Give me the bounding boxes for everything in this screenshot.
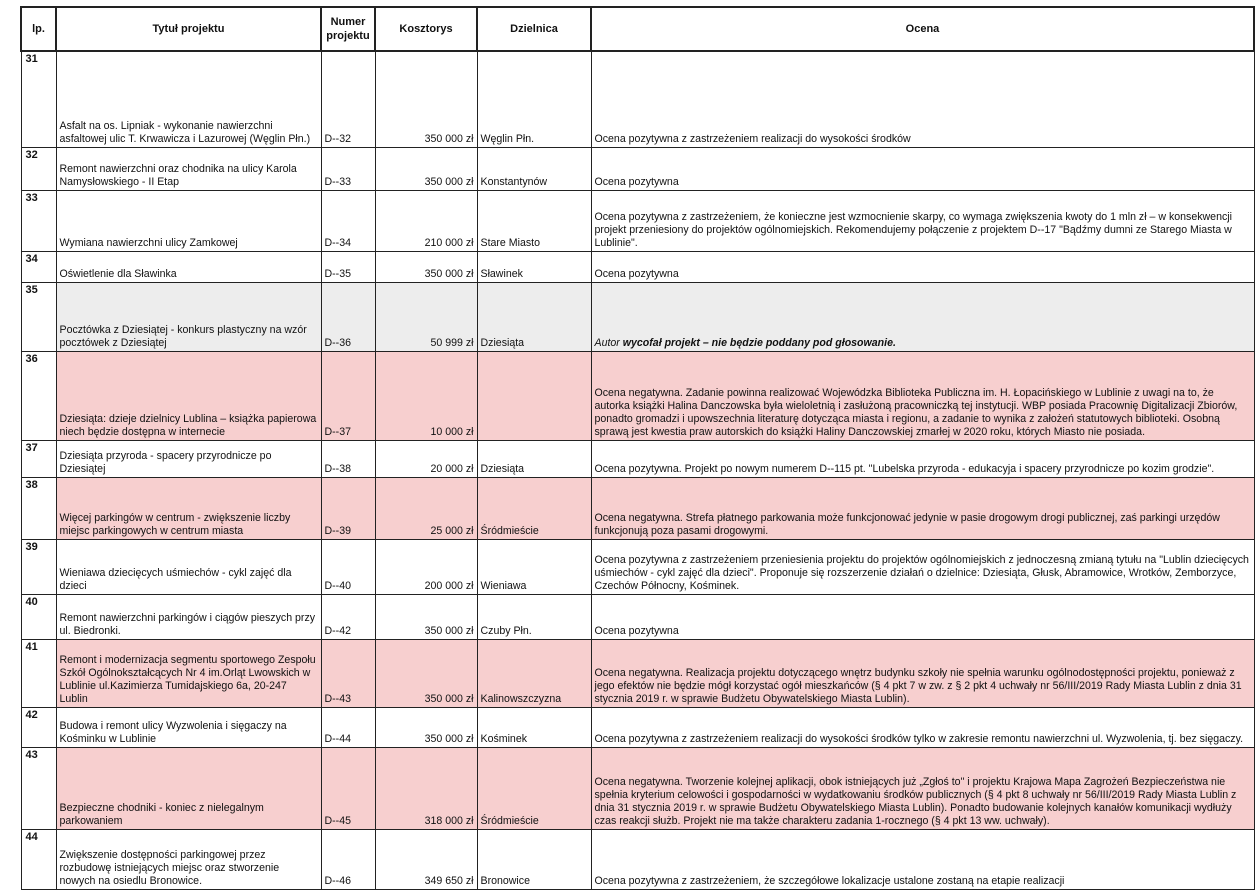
project-title: Budowa i remont ulicy Wyzwolenia i sięgaczy na Kośminku w Lublinie <box>56 707 321 747</box>
header-title: Tytuł projektu <box>56 7 321 51</box>
project-district: Wieniawa <box>477 539 591 594</box>
project-title: Więcej parkingów w centrum - zwiększenie liczby miejsc parkingowych w centrum miasta <box>56 477 321 539</box>
project-district: Bronowice <box>477 829 591 889</box>
header-cost: Kosztorys <box>375 7 477 51</box>
table-row <box>21 539 1254 594</box>
row-lp: 33 <box>21 190 56 251</box>
rating-prefix: Autor <box>594 336 620 349</box>
project-district: Sławinek <box>477 251 591 282</box>
project-title: Dziesiąta: dzieje dzielnicy Lublina – książka papierowa niech będzie dostępna w internecie <box>56 351 321 440</box>
project-cost: 200 000 zł <box>375 539 477 594</box>
table-header <box>21 7 1254 51</box>
project-cost: 318 000 zł <box>375 747 477 829</box>
row-lp: 37 <box>21 440 56 477</box>
projects-table <box>20 6 1255 890</box>
header-lp: lp. <box>21 7 56 51</box>
project-district: Stare Miasto <box>477 190 591 251</box>
table-row <box>21 351 1254 440</box>
project-rating: Ocena pozytywna <box>591 147 1254 190</box>
project-title: Remont nawierzchni oraz chodnika na ulicy Karola Namysłowskiego - II Etap <box>56 147 321 190</box>
row-lp: 31 <box>21 51 56 147</box>
project-number: D--36 <box>321 282 375 351</box>
row-lp: 43 <box>21 747 56 829</box>
table-row <box>21 829 1254 889</box>
table-row <box>21 477 1254 539</box>
project-number: D--38 <box>321 440 375 477</box>
table-row <box>21 639 1254 707</box>
project-number: D--37 <box>321 351 375 440</box>
project-number: D--39 <box>321 477 375 539</box>
project-rating: Ocena pozytywna z zastrzeżeniem realizacji do wysokości środków <box>591 51 1254 147</box>
table-row <box>21 282 1254 351</box>
project-rating: Ocena negatywna. Strefa płatnego parkowania może funkcjonować jedynie w pasie drogowym drogi publicznej, zaś parkingi urzędów funkcjonują poza pasami drogowymi. <box>591 477 1254 539</box>
project-title: Dziesiąta przyroda - spacery przyrodnicze po Dziesiątej <box>56 440 321 477</box>
table-row <box>21 51 1254 147</box>
row-lp: 35 <box>21 282 56 351</box>
project-number: D--35 <box>321 251 375 282</box>
project-cost: 350 000 zł <box>375 639 477 707</box>
project-district <box>477 351 591 440</box>
project-district: Dziesiąta <box>477 440 591 477</box>
project-number: D--46 <box>321 829 375 889</box>
project-district: Kalinowszczyzna <box>477 639 591 707</box>
project-number: D--42 <box>321 594 375 639</box>
table-row <box>21 747 1254 829</box>
project-district: Dziesiąta <box>477 282 591 351</box>
project-title: Remont i modernizacja segmentu sportowego Zespołu Szkół Ogólnokształcących Nr 4 im.Orląt Lwowskich w Lublinie ul.Kazimierza Tumidajskiego 6a, 20-247 Lublin <box>56 639 321 707</box>
project-cost: 350 000 zł <box>375 594 477 639</box>
row-lp: 34 <box>21 251 56 282</box>
project-title: Oświetlenie dla Sławinka <box>56 251 321 282</box>
table-row <box>21 707 1254 747</box>
row-lp: 39 <box>21 539 56 594</box>
project-cost: 50 999 zł <box>375 282 477 351</box>
table-row <box>21 440 1254 477</box>
project-cost: 210 000 zł <box>375 190 477 251</box>
project-title: Bezpieczne chodniki - koniec z nielegalnym parkowaniem <box>56 747 321 829</box>
row-lp: 44 <box>21 829 56 889</box>
project-rating: Ocena pozytywna <box>591 594 1254 639</box>
row-lp: 32 <box>21 147 56 190</box>
project-number: D--40 <box>321 539 375 594</box>
project-district: Węglin Płn. <box>477 51 591 147</box>
project-cost: 20 000 zł <box>375 440 477 477</box>
project-rating: Ocena pozytywna. Projekt po nowym numerem D--115 pt. "Lubelska przyroda - edukacyja i spacery przyrodnicze po kozim grodzie". <box>591 440 1254 477</box>
project-district: Konstantynów <box>477 147 591 190</box>
project-title: Zwiększenie dostępności parkingowej przez rozbudowę istniejących miejsc oraz stworzenie nowych na osiedlu Bronowice. <box>56 829 321 889</box>
project-rating: Ocena pozytywna <box>591 251 1254 282</box>
project-cost: 350 000 zł <box>375 51 477 147</box>
project-rating: Ocena negatywna. Zadanie powinna realizować Wojewódzka Biblioteka Publiczna im. H. Łopacińskiego w Lublinie z uwagi na to, że autorka książki Halina Danczowska była wieloletnią i zasłużoną pracowniczką tej instytucji. WBP posiada Pracownię Digitalizacji Zbiorów, ponadto gromadzi i upowszechnia literaturę dotycząca miasta i regionu, a zadanie to wynika z założeń statutowych biblioteki. Osobną sprawą jest kwestia praw autorskich do książki Haliny Danczowskiej zmarłej w 2020 roku, których Miasto nie posiada. <box>591 351 1254 440</box>
project-title: Asfalt na os. Lipniak - wykonanie nawierzchni asfaltowej ulic T. Krwawicza i Lazurowej (Węglin Płn.) <box>56 51 321 147</box>
row-lp: 38 <box>21 477 56 539</box>
project-rating: Ocena pozytywna z zastrzeżeniem, że konieczne jest wzmocnienie skarpy, co wymaga zwiększenia kwoty do 1 mln zł – w konsekwencji projekt przeniesiony do projektów ogólnomiejskich. Rekomendujemy połączenie z projektem D--17 "Bądźmy dumni ze Starego Miasta w Lublinie". <box>591 190 1254 251</box>
project-rating: Ocena pozytywna z zastrzeżeniem, że szczegółowe lokalizacje ustalone zostaną na etapie realizacji <box>591 829 1254 889</box>
project-district: Śródmieście <box>477 477 591 539</box>
project-number: D--45 <box>321 747 375 829</box>
project-cost: 25 000 zł <box>375 477 477 539</box>
project-title: Remont nawierzchni parkingów i ciągów pieszych przy ul. Biedronki. <box>56 594 321 639</box>
header-rating: Ocena <box>591 7 1254 51</box>
table-row <box>21 594 1254 639</box>
project-rating: Ocena pozytywna z zastrzeżeniem realizacji do wysokości środków tylko w zakresie remontu nawierzchni ul. Wyzwolenia, tj. bez sięgaczy. <box>591 707 1254 747</box>
project-number: D--32 <box>321 51 375 147</box>
project-rating: Ocena negatywna. Realizacja projektu dotyczącego wnętrz budynku szkoły nie spełnia warunku ogólnodostępności projektu, ponieważ z jego efektów nie będzie mógł korzystać ogół mieszkańców (§ 4 pkt 7 w zw. z § 2 pkt 4 uchwały nr 56/III/2019 Rady Miasta Lublin z dnia 31 stycznia 2019 r. w sprawie Budżetu Obywatelskiego Miasta Lublin). <box>591 639 1254 707</box>
project-rating: Ocena negatywna. Tworzenie kolejnej aplikacji, obok istniejących już „Zgłoś to" i projektu Krajowa Mapa Zagrożeń Bezpieczeństwa nie spełnia kryterium celowości i gospodarności w wydatkowaniu środków publicznych (§ 4 pkt 8 uchwały nr 56/III/2019 Rady Miasta Lublin z dnia 31 stycznia 2019 r. w sprawie Budżetu Obywatelskiego Miasta Lublin). Ponadto budowanie kolejnych kanałów komunikacji wydłuży czas reakcji służb. Projekt nie ma także charakteru zadania 1-rocznego (§ 4 pkt 13 ww. uchwały). <box>591 747 1254 829</box>
project-cost: 350 000 zł <box>375 147 477 190</box>
project-title: Pocztówka z Dziesiątej - konkurs plastyczny na wzór pocztówek z Dziesiątej <box>56 282 321 351</box>
project-cost: 10 000 zł <box>375 351 477 440</box>
project-rating: Ocena pozytywna z zastrzeżeniem przeniesienia projektu do projektów ogólnomiejskich z jednoczesną zmianą tytułu na "Lublin dziecięcych uśmiechów - cykl zajęć dla dzieci". Proponuje się rozszerzenie działań o dzielnice: Dziesiąta, Głusk, Abramowice, Wrotków, Zemborzyce, Czechów Północny, Kośminek. <box>591 539 1254 594</box>
rating-text: wycofał projekt – nie będzie poddany pod głosowanie. <box>622 336 896 349</box>
table-row <box>21 251 1254 282</box>
project-number: D--44 <box>321 707 375 747</box>
project-cost: 350 000 zł <box>375 707 477 747</box>
table-row <box>21 147 1254 190</box>
project-rating <box>591 282 1254 351</box>
header-district: Dzielnica <box>477 7 591 51</box>
project-number: D--43 <box>321 639 375 707</box>
project-title: Wymiana nawierzchni ulicy Zamkowej <box>56 190 321 251</box>
project-cost: 349 650 zł <box>375 829 477 889</box>
row-lp: 42 <box>21 707 56 747</box>
project-title: Wieniawa dziecięcych uśmiechów - cykl zajęć dla dzieci <box>56 539 321 594</box>
header-number: Numer projektu <box>321 7 375 51</box>
project-district: Czuby Płn. <box>477 594 591 639</box>
project-number: D--34 <box>321 190 375 251</box>
row-lp: 40 <box>21 594 56 639</box>
project-district: Śródmieście <box>477 747 591 829</box>
row-lp: 41 <box>21 639 56 707</box>
table-row <box>21 190 1254 251</box>
project-number: D--33 <box>321 147 375 190</box>
project-cost: 350 000 zł <box>375 251 477 282</box>
row-lp: 36 <box>21 351 56 440</box>
project-district: Kośminek <box>477 707 591 747</box>
